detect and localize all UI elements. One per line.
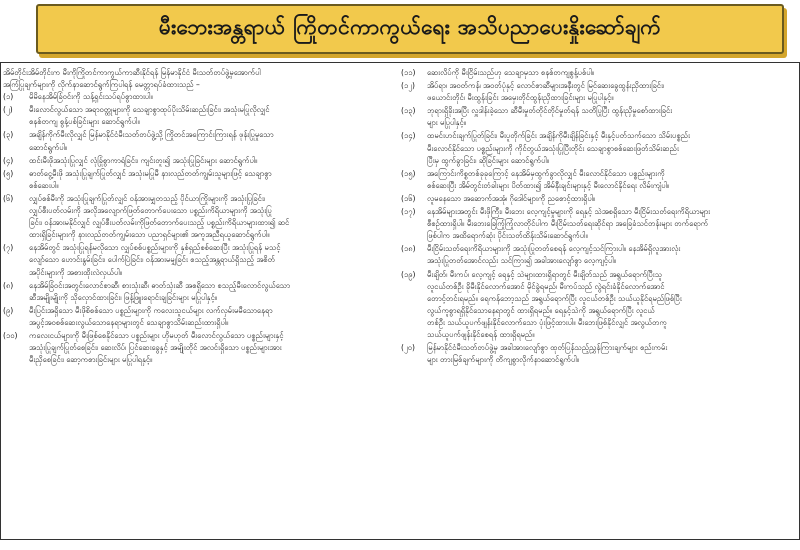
item-number: (၁၇) [401, 207, 416, 217]
item-line: အသုံးပြုချက်ပြုတ်စေခြင်း၊ ဆေးလိပ်၊ ပြင်ဆေးခွေနှင့် အမျိုးတိုင် အလင်းရှိသော ပစ္စည်းများအား [29, 343, 282, 353]
item-line: ဖယောင်းတိုင်၊ မီးထွန်းခြင်း အမှေးတိုင်ထွန်းညှိထားခြင်းများ မပြုပါနှင့်။ [427, 93, 614, 103]
page-title: မီးဘေးအန္တရာယ် ကြိုတင်ကာကွယ်ရေး အသိပညာပေးနှိုးဆော်ချက် [158, 14, 662, 39]
item-number: (၅) [3, 168, 14, 178]
item-line: စစ်ဆေးပြီး အိမ်တွင်းတံခါးများ ပိတ်ထား၍ အိမ်နီးချင်းများနှင့် မီးလောင်နိုင်ရေး လိမ်းကျံပါ။ [427, 180, 670, 190]
list-item [3, 129, 387, 153]
list-item [3, 305, 387, 329]
item-line: နေအိမ်တွင် အသုံးပြုရန်မလိုသော လျှပ်စစ်ပစ္စည်းများကို နှစ်ရှည်စစ်ဆေးပြီး အသုံးပြုရန် မသင့် [29, 243, 281, 253]
item-line: ဘုရားရှိခိုးအပြီး လှူဒါန်းခဲ့သော ဆီမီးမှုတ်တိုင်တိုင်မှုတ်ရန် သတိပြုပြီး ထွန်းညှိမှုစော်ထားခြင်း [427, 106, 673, 116]
item-line: ထမင်းဟင်းချက်ပြုတ်ခြင်း၊ မီးပူတိုက်ခြင်း အချိန်ကိုမီးချိန်ခြင်းနှင့် မီးနှင့်ပတ်သက်သော သိမ်းပစ္စည်း [427, 131, 690, 141]
item-text [427, 80, 799, 104]
item-text [427, 206, 799, 242]
item-line: မီးပြင်းအရှိသော မီးဖိုစိစစ်သော ပစ္စည်းများကို ကလေးသူငယ်များ လက်လှမ်းမမီသောနေရာ [29, 305, 273, 315]
item-line: ဓာတ်ငွေ့မီးဖို အသုံးပြုချက်ပြုတ်လျှင် အသုံးမပြုမီ နားလည်တတ်ကျွမ်းသူများဖြင့် သေချာစွာ [29, 168, 272, 178]
item-number: (၁၈) [401, 244, 416, 254]
item-line: စနစ်တကျ စွန့်ပစ်ခြင်းများ ဆောင်ရွက်ပါ။ [29, 117, 140, 127]
item-line: ဆီအမျိုးမျိုးကို သိုလှောင်ထားခြင်း၊ ဖြန့်ဖြူးရောင်းချခြင်းများ မပြုပါနှင့်။ [29, 292, 218, 302]
item-number: (၁၃) [401, 106, 416, 116]
item-line: သယ်ယူပက်ဖျန်းနိုင်စေရန် ထားရှိရမည်။ [427, 329, 535, 339]
item-number: (၁၅) [401, 168, 416, 178]
item-line: အိပ်ရာ၊ အဝတ်ကန်၊ အဝတ်ပုံနှင့် လောင်စာဆီများအနီးတွင် မြင်ဆေးခွေထွန်းညှိထားခြင်း၊ [427, 81, 665, 91]
item-line: လျော်သော ဟောင်းနွမ်းခြင်း၊ ပေါက်ပြဲခြင်း၊ ဝန်အားမမျှခြင်း စသည့်အန္တရာယ်ရှိသည့် အစိတ် [29, 255, 275, 265]
list-item [401, 193, 799, 205]
item-line: အသုံးပြုတတ်အောင်လည်း သင်ကြား၍ အခါအားလျော်စွာ လေ့ကျင့်ပါ။ [427, 256, 616, 266]
item-text [29, 305, 387, 329]
item-text [29, 155, 387, 167]
item-text [29, 104, 387, 128]
item-line: ခြင်း၊ ဝန်အားမနိုင်လျှင် လျှပ်စီးပတ်လမ်းကိုဖြတ်တောက်ပေးသည့် ပစ္စည်းကိရိယာများထား၍ ဆင် [29, 218, 290, 228]
item-line: မီးငြိမ်းသတ်ရေးကိရိယာများကို အသုံးပြုတတ်စေရန် လေ့ကျင့်သင်ကြားပါ။ နေအိမ်ရှိလူအားလုံး [427, 244, 681, 254]
item-text [427, 269, 799, 342]
item-number: (၆) [3, 193, 14, 203]
list-item [3, 91, 387, 103]
item-number: (၁၀) [3, 330, 18, 340]
notice-body [0, 62, 800, 540]
item-line: လွယ်ကူစွာရရှိနိုင်သောနေရာတွင် ထားရှိရမည်။ ရေနှင့်သဲကို အရွယ်ရောက်ပြီး လူငယ် [427, 305, 655, 315]
item-number: (၂) [3, 105, 13, 115]
item-number: (၁၁) [401, 68, 416, 77]
item-line: မီးညှိစေခြင်း၊ ဆော့ကစားခြင်းများ မပြုပါရနှင့်။ [29, 355, 153, 365]
item-line: မိမိနေအိမ်ခြံဝင်းကို သန့်ရှင်းသပ်ရပ်စွာထားပါ။ [29, 92, 153, 102]
item-text [427, 243, 799, 267]
item-line: တစ်ဦး သယ်ယူပက်ဖျန်းနိုင်လောက်သော ပုံးဖြင့်ထားပါ။ မီးဘေးဖြစ်နိုင်လျှင် အလွယ်တကူ [427, 317, 667, 327]
item-text [29, 280, 387, 304]
left-column [3, 67, 387, 367]
list-item [401, 269, 799, 342]
item-text [29, 168, 387, 192]
item-line: လျှပ်စီးပတ်လမ်းကို အလိုအလျောက်ဖြတ်တောက်ပေးသော ပစ္စည်းကိရိယာများကို အသုံးပြု [29, 206, 272, 216]
item-spacer [401, 366, 799, 367]
list-item [401, 206, 799, 242]
list-item [401, 67, 799, 79]
item-number: (၃) [3, 130, 14, 140]
item-number: (၁၆) [401, 193, 416, 203]
item-line: အပိုင်းများကို အစားထိုးလဲလှယ်ပါ။ [29, 267, 122, 277]
item-line: ဖြစ်ပါက အထိရောက်ဆုံး ပိုင်းသတ်ထိန်းသိမ်းဆောင်ရွက်ပါ။ [427, 231, 588, 241]
item-line: ဆေးလိပ်ကို မီးငြိမ်းသည်ဟု သေချာမှသာ စနစ်တကျစွန့်ပစ်ပါ။ [427, 68, 595, 77]
item-line: မီးလောင်နိုင်သော ပစ္စည်းများကို ကိုင်တွယ်အသုံးပြုပြီးတိုင်း သေချာစွာစစ်ဆေးဖြတ်သိမ်းဆည်း [427, 143, 679, 153]
intro-line: အကြံပြုချက်များကို လိုက်နာဆောင်ရွက်ကြပါရန် မေတ္တာရပ်ခံထားသည် – [3, 80, 200, 90]
list-item [3, 104, 387, 128]
right-column [401, 67, 799, 367]
item-line: အကြောင်းကိစ္စတစ်ခုခုကြောင့် နေအိမ်မှထွက်ခွာလိုလျှင် မီးလောင်နိုင်သော ပစ္စည်းများကို [427, 168, 665, 178]
list-item [3, 168, 387, 192]
list-item [401, 80, 799, 104]
item-text [427, 168, 799, 192]
item-line: နေအိမ်ခြံဝင်းအတွင်းလောင်စာဆီ၊ စားသုံးဆီ၊ ဓာတ်သုံးဆီ အစရှိသော စသည့်မီးလောင်လွယ်သော [29, 280, 290, 290]
item-text [427, 342, 799, 366]
item-line: မြန်မာနိုင်ငံမီးသတ်တပ်ဖွဲ့မှ အခါအားလျော်စွာ ထုတ်ပြန်သည့်ညွှန်ကြားချက်များ စည်းကမ်း [427, 343, 668, 353]
list-item [401, 105, 799, 129]
item-text [427, 130, 799, 166]
item-text [427, 67, 799, 79]
item-spacer [3, 366, 387, 367]
title-banner [36, 4, 784, 54]
item-line: လျှပ်စစ်မီးကို အသုံးပြုချက်ပြုတ်လျှင် ဝန်အားမျှတသည့် ပိုင်ယာကြိုးများကို အသုံးပြုခြင်း၊ [29, 193, 265, 203]
list-item [401, 168, 799, 192]
list-item [3, 193, 387, 241]
item-number: (၂၀) [401, 343, 415, 353]
item-line: ထင်းမီးဖိုအသုံးပြုလျှင် လုံခြုံစွာကာရံခြင်း၊ ကျင်းတူး၍ အသုံးပြုခြင်းများ ဆောင်ရွက်ပါ။ [29, 155, 258, 165]
item-text [29, 242, 387, 278]
item-text [29, 129, 387, 153]
item-line: ကလေးငယ်များကို မီးဖြစ်စေနိုင်သော ပစ္စည်းများ ဟိုမဟုတ် မီးလောင်လွယ်သော ပစ္စည်းများနှင့် [29, 330, 284, 340]
item-text [29, 193, 387, 241]
item-line: လူမနေသော အဆောက်အအုံ၊ ဂိုဒေါင်များကို ညစောင့်ထားရှိပါ။ [427, 193, 596, 203]
item-line: စစ်ဆေးပါ။ [29, 180, 59, 190]
list-item [401, 130, 799, 166]
item-line: အချိန်ကိုက်မီးလိုလျှင် မြန်မာနိုင်ငံမီးသတ်တပ်ဖွဲ့သို့ ကြိုတင်အကြောင်းကြားရန် ဖုန်းပြုမှုသော [29, 130, 274, 140]
item-line: အပွင့်အဝစစ်ဆေးလွယ်သောနေရာများတွင် သေချာစွာသိမ်းဆည်းထားရှိပါ။ [29, 317, 229, 327]
item-text [29, 91, 387, 103]
item-line: နေအိမ်များအတွင်း မီးဖိုကြီး၊ မီးဘေး လေ့ကျင့်မှုများကို ရေနှင့် သဲအစရှိသော မီးငြိမ်းသတ်ရေးကိရိယာများ [427, 207, 711, 217]
item-number: (၁၂) [401, 81, 415, 91]
list-item [401, 342, 799, 366]
item-number: (၁) [3, 92, 14, 102]
item-line: များ မပြုပါနှင့်။ [427, 118, 467, 128]
item-line: လူငယ်တစ်ဦး ခိုမီးနိုင်လောက်အောင် မိုင်ခွဲရမည်၊ မီးကပ်သည် လွဲရင်းခံနိုင်လောက်အောင် [427, 281, 665, 291]
item-line: ပြီးမှ ထွက်ခွာခြင်း၊ ဆိုခြင်းများ ဆောင်ရွက်ပါ။ [427, 155, 550, 165]
list-item [3, 242, 387, 278]
item-number: (၇) [3, 243, 14, 253]
intro-line: အိမ်တိုင်းအိမ်တိုင်းက မီးကိုကြိုတင်ကာကွယ်ကာဆီးနိုင်ရန် မြန်မာနိုင်ငံ မီးသတ်တပ်ဖွဲ့မှအောက်ပါ [3, 68, 261, 77]
list-item [401, 243, 799, 267]
item-line: ထားရှိခြင်းများကို နားလည်တတ်ကျွမ်းသော ပညာရှင်များ၏ အကူအညီရယူဆောင်ရွက်ပါ။ [29, 230, 270, 240]
item-number: (၁၉) [401, 269, 416, 279]
item-number: (၉) [3, 305, 14, 315]
item-text [427, 105, 799, 129]
item-number: (၈) [3, 280, 14, 290]
item-line: စီစဉ်ထားရှိပါ။ မီးဘေးခြေကြုံကြုံလာတိုင်ပါက မီးငြိမ်းသတ်ရေးဆိုင်ရာ အခြေခံသင်တန်းများ တက်ရောက် [427, 219, 709, 229]
item-line: တောင့်တင်းရမည်။ ရေကန်ဘော့သည် အရွယ်ရောက်ပြီး လူငယ်တစ်ဦး သယ်ယူနိုင်ရမည်ဖြစ်ပြီး [427, 293, 682, 303]
item-line: မီးချိတ်၊ မီးကပ်၊ လေ့ကျင့် ရေနှင့် သဲများထားရှိရာတွင် မီးချိတ်သည် အရွယ်ရောက်ပြီးသူ [427, 269, 662, 279]
item-text [427, 193, 799, 205]
item-line: ဆောင်ရွက်ပါ။ [29, 142, 68, 152]
item-number: (၄) [3, 155, 14, 165]
list-item [3, 280, 387, 304]
item-number: (၁၄) [401, 131, 416, 141]
list-item [3, 155, 387, 167]
item-line: မီးလောင်လွယ်သော အရာဝတ္ထုများကို သေချာစွာထုပ်ပိုးသိမ်းဆည်းခြင်း၊ အသုံးမပြုလိုလျှင် [29, 105, 270, 115]
item-text [29, 330, 387, 366]
item-line: များ တားမြစ်ချက်များကို တိကျစွာလိုက်နာဆောင်ရွက်ပါ။ [427, 355, 579, 365]
list-item [3, 330, 387, 366]
